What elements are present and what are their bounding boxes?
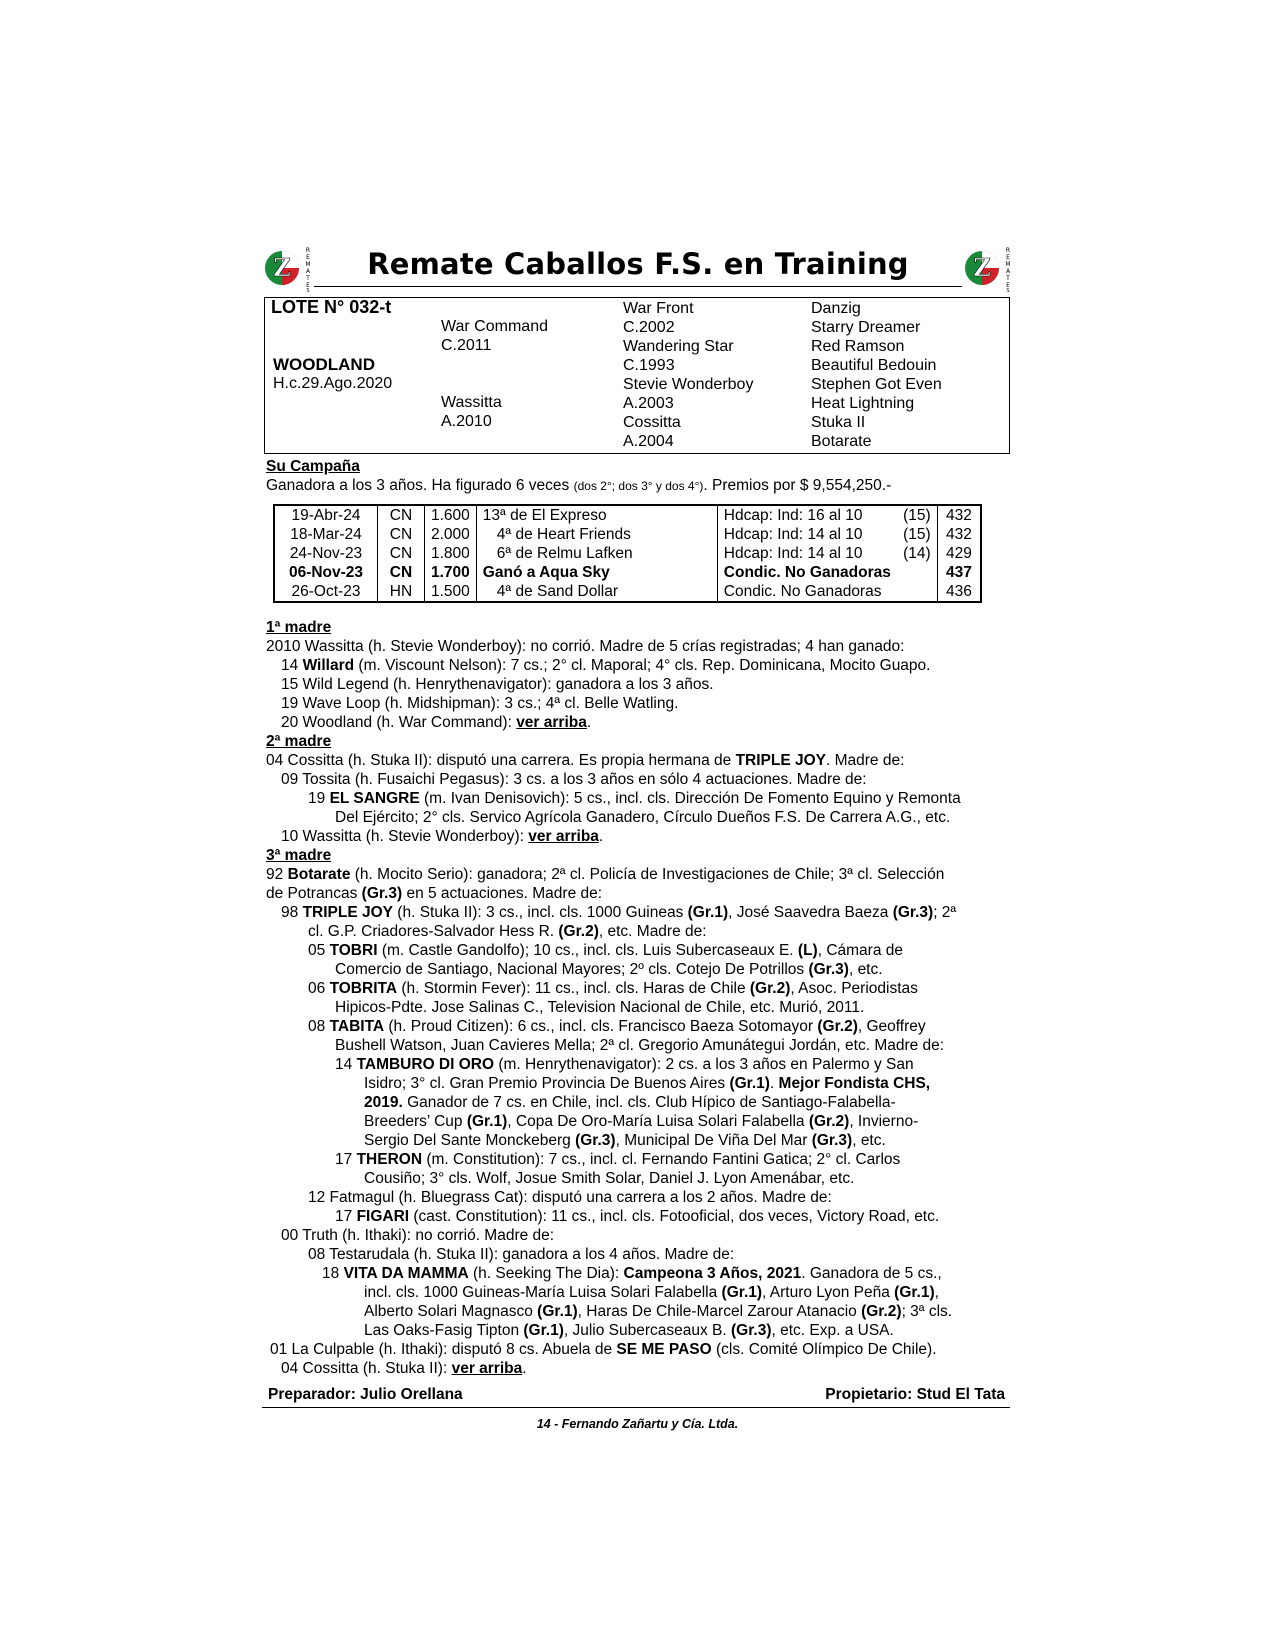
ancestor-g3: Stuka II <box>811 414 866 431</box>
race-weight: 429 <box>937 544 981 563</box>
dam-text-end: . Madre de: <box>826 752 905 769</box>
produce-name: TOBRI <box>329 942 378 959</box>
produce-detail: , Copa De Oro-María Luisa Solari Falabella <box>507 1113 809 1130</box>
produce-line-cont <box>364 1283 939 1302</box>
third-dam-heading: 3ª madre <box>266 847 332 864</box>
produce-detail: ; 3ª cls. <box>901 1303 953 1320</box>
race-field <box>897 563 938 582</box>
ancestor-g3: Red Ramson <box>811 338 905 355</box>
grandsire-paternal: War Front <box>623 300 694 317</box>
produce-detail: , etc. <box>852 1132 886 1149</box>
grandsire-paternal-year: C.2002 <box>623 319 675 336</box>
produce-line <box>308 1017 926 1036</box>
produce-line <box>281 827 603 846</box>
race-date: 26-Oct-23 <box>291 583 361 600</box>
dam-detail: de Potrancas <box>266 885 362 902</box>
produce-line <box>335 1150 900 1169</box>
produce-line <box>308 941 903 960</box>
dam-detail: (h. Mocito Serio): ganadora; 2ª cl. Policía de Investigaciones de Chile; 3ª cl. Selección <box>350 866 945 883</box>
pedigree-box <box>264 297 1010 454</box>
svg-text:R: R <box>1005 247 1011 254</box>
produce-name: TAMBURO DI ORO <box>356 1056 495 1073</box>
produce-line <box>281 903 956 922</box>
produce-year: 17 <box>335 1151 357 1168</box>
produce-line-cont <box>335 960 883 979</box>
grade-label: (Gr.1) <box>894 1284 935 1301</box>
produce-name: Willard <box>302 657 355 674</box>
svg-text:A: A <box>1005 268 1011 275</box>
dam-year: 92 <box>266 866 288 883</box>
produce-detail: , Cámara de <box>817 942 904 959</box>
race-field: (15) <box>903 507 931 524</box>
produce-line-cont <box>364 1131 886 1150</box>
first-dam-line: 2010 Wassitta (h. Stevie Wonderboy): no corrió. Madre de 5 crías registradas; 4 han ganado: <box>266 638 905 655</box>
svg-text:S: S <box>1006 288 1010 292</box>
svg-text:Z: Z <box>273 253 291 282</box>
grandsire-maternal-year: A.2003 <box>623 395 674 412</box>
produce-detail: Las Oaks-Fasig Tipton <box>364 1322 524 1339</box>
produce-detail: Alberto Solari Magnasco <box>364 1303 538 1320</box>
race-weight: 437 <box>937 563 981 582</box>
produce-year: 17 <box>335 1208 357 1225</box>
campaign-heading: Su Campaña <box>266 458 360 475</box>
produce-line-cont: Cousiño; 3° cls. Wolf, Josue Smith Solar, Daniel J. Lyon Amenábar, etc. <box>364 1170 855 1187</box>
produce-detail: Isidro; 3° cl. Gran Premio Provincia De Buenos Aires <box>364 1075 730 1092</box>
produce-line <box>335 1207 939 1226</box>
first-dam-heading: 1ª madre <box>266 619 332 636</box>
campaign-summary <box>266 476 891 496</box>
produce-line-cont <box>308 922 707 941</box>
granddam-maternal-year: A.2004 <box>623 433 674 450</box>
svg-text:Z: Z <box>973 253 991 282</box>
svg-text:R: R <box>305 247 311 254</box>
lote-number: LOTE N° 032-t <box>271 297 392 317</box>
grade-label: (Gr.2) <box>749 980 791 997</box>
granddam-maternal: Cossitta <box>623 414 681 431</box>
produce-detail: , Municipal De Viña Del Mar <box>615 1132 812 1149</box>
page-title: Remate Caballos F.S. en Training <box>367 247 909 281</box>
produce-detail: (m. Viscount Nelson): 7 cs.; 2° cl. Maporal; 4° cls. Rep. Dominicana, Mocito Guapo. <box>354 657 931 674</box>
race-distance: 1.800 <box>425 544 477 563</box>
table-row <box>274 525 981 544</box>
race-track: HN <box>378 582 425 602</box>
produce-line-cont: Del Ejército; 2° cls. Servico Agrícola Ganadero, Círculo Dueños F.S. De Carrera A.G., etc. <box>335 809 951 826</box>
campaign-summary-main: Ganadora a los 3 años. Ha figurado 6 veces <box>266 477 574 494</box>
produce-detail: cl. G.P. Criadores-Salvador Hess R. <box>308 923 559 940</box>
produce-year: 19 <box>308 790 330 807</box>
produce-line: 19 Wave Loop (h. Midshipman): 3 cs.; 4ª cl. Belle Watling. <box>281 695 679 712</box>
granddam-paternal-year: C.1993 <box>623 357 675 374</box>
produce-line-cont: Bushell Watson, Juan Cavieres Mella; 2ª cl. Gregorio Amunátegui Jordán, etc. Madre de: <box>335 1037 945 1054</box>
remates-logo-right <box>962 244 1014 292</box>
grandsire-maternal: Stevie Wonderboy <box>623 376 754 393</box>
third-dam-line <box>266 865 944 884</box>
sire-year: C.2011 <box>441 337 492 354</box>
svg-text:E: E <box>306 254 310 261</box>
ancestor-g3: Beautiful Bedouin <box>811 357 937 374</box>
grade-label: (Gr.2) <box>861 1303 902 1320</box>
punct: . <box>522 1360 527 1377</box>
produce-name: THERON <box>356 1151 423 1168</box>
sire-name: War Command <box>441 318 548 335</box>
produce-text: 10 Wassitta (h. Stevie Wonderboy): <box>281 828 529 845</box>
dam-highlight: TRIPLE JOY <box>735 752 826 769</box>
race-type: Condic. No Ganadoras <box>717 582 897 602</box>
produce-detail: , Asoc. Periodistas <box>790 980 918 997</box>
produce-year: 08 <box>308 1018 330 1035</box>
produce-detail: Comercio de Santiago, Nacional Mayores; 2º cls. Cotejo De Potrillos <box>335 961 809 978</box>
dam-text: 04 Cossitta (h. Stuka II): disputó una carrera. Es propia hermana de <box>266 752 736 769</box>
produce-name: TABITA <box>329 1018 385 1035</box>
produce-detail: (cls. Comité Olímpico De Chile). <box>711 1341 937 1358</box>
produce-detail: (cast. Constitution): 11 cs., incl. cls. Fotooficial, dos veces, Victory Road, etc. <box>409 1208 940 1225</box>
produce-line <box>322 1264 942 1283</box>
ver-arriba-link[interactable]: ver arriba <box>516 714 587 731</box>
produce-line: 00 Truth (h. Ithaki): no corrió. Madre de: <box>281 1227 555 1244</box>
produce-detail: , Geoffrey <box>857 1018 926 1035</box>
grade-label: (Gr.3) <box>892 904 934 921</box>
race-date: 24-Nov-23 <box>289 545 363 562</box>
svg-text:S: S <box>306 288 310 292</box>
produce-detail: Ganador de 7 cs. en Chile, incl. cls. Club Hípico de Santiago-Falabella- <box>402 1094 896 1111</box>
produce-line <box>281 713 591 732</box>
produce-detail: , <box>934 1284 939 1301</box>
race-type: Hdcap: Ind: 16 al 10 <box>717 505 897 525</box>
third-dam-line-cont <box>266 884 602 903</box>
grade-label: (Gr.1) <box>729 1075 770 1092</box>
race-distance: 1.500 <box>425 582 477 602</box>
trainer-label: Preparador: Julio Orellana <box>268 1386 463 1403</box>
produce-line: 09 Tossita (h. Fusaichi Pegasus): 3 cs. a los 3 años en sólo 4 actuaciones. Madre de: <box>281 771 867 788</box>
produce-line-cont <box>364 1093 896 1112</box>
produce-detail: ; 2ª <box>933 904 957 921</box>
table-row <box>274 505 981 525</box>
produce-year: 14 <box>281 657 303 674</box>
produce-year: 05 <box>308 942 330 959</box>
dam-name: Wassitta <box>441 394 502 411</box>
produce-detail: , etc. Exp. a USA. <box>771 1322 894 1339</box>
produce-line-cont: Hipicos-Pdte. Jose Salinas C., Television Nacional de Chile, etc. Murió, 2011. <box>335 999 865 1016</box>
dam-name: Botarate <box>287 866 351 883</box>
produce-detail: Breeders’ Cup <box>364 1113 467 1130</box>
grade-label: (Gr.3) <box>808 961 849 978</box>
svg-text:A: A <box>305 268 311 275</box>
race-distance: 1.700 <box>425 563 477 582</box>
race-date: 18-Mar-24 <box>290 526 362 543</box>
produce-detail: , etc. <box>848 961 883 978</box>
race-weight: 436 <box>937 582 981 602</box>
produce-line <box>308 789 961 808</box>
page-footer: 14 - Fernando Zañartu y Cía. Ltda. <box>536 1417 739 1431</box>
produce-name: TOBRITA <box>329 980 398 997</box>
produce-name: FIGARI <box>356 1208 410 1225</box>
race-field: (15) <box>903 526 931 543</box>
produce-detail: , Julio Subercaseaux B. <box>563 1322 732 1339</box>
race-result: 6ª de Relmu Lafken <box>476 544 717 563</box>
table-row <box>274 544 981 563</box>
race-distance: 1.600 <box>425 505 477 525</box>
grade-label: (Gr.2) <box>817 1018 858 1035</box>
grade-label: (Gr.1) <box>537 1303 578 1320</box>
produce-detail: (h. Proud Citizen): 6 cs., incl. cls. Francisco Baeza Sotomayor <box>384 1018 818 1035</box>
grade-label: (Gr.2) <box>808 1113 850 1130</box>
dam-detail: en 5 actuaciones. Madre de: <box>402 885 603 902</box>
produce-line-cont <box>364 1074 930 1093</box>
award-label: Campeona 3 Años, 2021 <box>623 1265 802 1282</box>
svg-text:E: E <box>306 282 310 289</box>
produce-line-cont <box>364 1302 952 1321</box>
produce-year: 18 <box>322 1265 344 1282</box>
race-weight: 432 <box>937 525 981 544</box>
page-header <box>262 244 1014 292</box>
svg-text:E: E <box>1006 282 1010 289</box>
race-field: (14) <box>903 545 931 562</box>
horse-name: WOODLAND <box>273 355 375 374</box>
dam-year: A.2010 <box>441 413 492 430</box>
second-dam-line <box>266 751 904 770</box>
race-field <box>897 582 938 602</box>
produce-detail: (m. Henrythenavigator): 2 cs. a los 3 años en Palermo y San <box>494 1056 914 1073</box>
ancestor-g3: Botarate <box>811 433 872 450</box>
race-track: CN <box>378 563 425 582</box>
svg-text:M: M <box>1005 261 1011 268</box>
produce-year: 14 <box>335 1056 357 1073</box>
table-row <box>274 563 981 582</box>
footer-divider <box>262 1407 1010 1408</box>
race-result: Ganó a Aqua Sky <box>476 563 717 582</box>
remates-logo <box>262 244 314 292</box>
grade-label: (Gr.3) <box>731 1322 772 1339</box>
campaign-table <box>273 504 982 603</box>
ver-arriba-link[interactable]: ver arriba <box>528 828 599 845</box>
grade-label: (L) <box>797 942 818 959</box>
race-type: Hdcap: Ind: 14 al 10 <box>717 544 897 563</box>
produce-line: 12 Fatmagul (h. Bluegrass Cat): disputó una carrera a los 2 años. Madre de: <box>308 1189 832 1206</box>
ancestor-g3: Heat Lightning <box>811 395 915 412</box>
produce-name: EL SANGRE <box>329 790 420 807</box>
produce-line: 15 Wild Legend (h. Henrythenavigator): ganadora a los 3 años. <box>281 676 714 693</box>
grade-label: (Gr.2) <box>558 923 599 940</box>
produce-line-cont <box>364 1112 918 1131</box>
second-dam-heading: 2ª madre <box>266 733 332 750</box>
grade-label: (Gr.1) <box>466 1113 508 1130</box>
punct: . <box>586 714 592 731</box>
race-result: 13ª de El Expreso <box>476 505 717 525</box>
race-track: CN <box>378 505 425 525</box>
produce-detail: (h. Stormin Fever): 11 cs., incl. cls. Haras de Chile <box>397 980 750 997</box>
produce-detail: (h. Stuka II): 3 cs., incl. cls. 1000 Guineas <box>393 904 688 921</box>
produce-line <box>281 656 930 675</box>
produce-line <box>308 979 918 998</box>
produce-name: VITA DA MAMMA <box>343 1265 469 1282</box>
award-label: 2019. <box>364 1094 403 1111</box>
produce-line-cont <box>364 1321 894 1340</box>
grade-label: (Gr.1) <box>687 904 729 921</box>
award-label: Mejor Fondista CHS, <box>778 1075 931 1092</box>
campaign-summary-prizes: . Premios por $ 9,554,250.- <box>703 477 892 494</box>
produce-text: 20 Woodland (h. War Command): <box>281 714 517 731</box>
svg-text:T: T <box>306 275 310 282</box>
produce-detail: (h. Seeking The Dia): <box>468 1265 624 1282</box>
race-type: Condic. No Ganadoras <box>717 563 897 582</box>
race-date: 19-Abr-24 <box>291 507 361 524</box>
produce-detail: , Arturo Lyon Peña <box>762 1284 895 1301</box>
svg-text:E: E <box>1006 254 1010 261</box>
table-row <box>274 582 981 602</box>
produce-detail: , Invierno- <box>849 1113 919 1130</box>
produce-name: TRIPLE JOY <box>302 904 393 921</box>
produce-line <box>335 1055 914 1074</box>
grade-label: (Gr.3) <box>575 1132 616 1149</box>
race-date: 06-Nov-23 <box>288 564 364 581</box>
granddam-paternal: Wandering Star <box>623 338 734 355</box>
ancestor-g3: Danzig <box>811 300 861 317</box>
produce-text: 04 Cossitta (h. Stuka II): <box>281 1360 452 1377</box>
race-result: 4ª de Heart Friends <box>476 525 717 544</box>
produce-year: 06 <box>308 980 330 997</box>
horse-info: H.c.29.Ago.2020 <box>273 375 393 392</box>
produce-detail: incl. cls. 1000 Guineas-María Luisa Solari Falabella <box>364 1284 722 1301</box>
ver-arriba-link[interactable]: ver arriba <box>451 1360 523 1377</box>
produce-detail: , Haras De Chile-Marcel Zarour Atanacio <box>577 1303 862 1320</box>
produce-detail: (m. Constitution): 7 cs., incl. cl. Fernando Fantini Gatica; 2° cl. Carlos <box>422 1151 901 1168</box>
grade-label: (Gr.3) <box>811 1132 853 1149</box>
produce-detail: Sergio Del Sante Monckeberg <box>364 1132 576 1149</box>
grade-label: (Gr.1) <box>523 1322 564 1339</box>
ancestor-g3: Starry Dreamer <box>811 319 921 336</box>
race-track: CN <box>378 544 425 563</box>
race-weight: 432 <box>937 505 981 525</box>
produce-detail: , etc. Madre de: <box>598 923 707 940</box>
produce-detail: . Ganadora de 5 cs., <box>801 1265 942 1282</box>
race-result: 4ª de Sand Dollar <box>476 582 717 602</box>
produce-detail: 01 La Culpable (h. Ithaki): disputó 8 cs. Abuela de <box>270 1341 617 1358</box>
grade-label: (Gr.3) <box>361 885 403 902</box>
race-distance: 2.000 <box>425 525 477 544</box>
grade-label: (Gr.1) <box>721 1284 763 1301</box>
svg-text:T: T <box>1006 275 1010 282</box>
svg-text:M: M <box>305 261 311 268</box>
ancestor-g3: Stephen Got Even <box>811 376 942 393</box>
produce-year: 98 <box>281 904 303 921</box>
race-track: CN <box>378 525 425 544</box>
produce-name: SE ME PASO <box>616 1341 712 1358</box>
produce-line <box>270 1340 937 1359</box>
produce-detail: (m. Ivan Denisovich): 5 cs., incl. cls. Dirección De Fomento Equino y Remonta <box>419 790 961 807</box>
produce-detail: , José Saavedra Baeza <box>728 904 893 921</box>
owner-label: Propietario: Stud El Tata <box>825 1386 1005 1403</box>
produce-detail: . <box>769 1075 779 1092</box>
race-type: Hdcap: Ind: 14 al 10 <box>717 525 897 544</box>
produce-line: 08 Testarudala (h. Stuka II): ganadora a los 4 años. Madre de: <box>308 1246 735 1263</box>
punct: . <box>598 828 604 845</box>
produce-line <box>281 1359 527 1378</box>
campaign-summary-detail: (dos 2°; dos 3° y dos 4°) <box>573 479 704 493</box>
produce-detail: (m. Castle Gandolfo); 10 cs., incl. cls. Luis Subercaseaux E. <box>377 942 798 959</box>
title-underline <box>314 286 962 287</box>
